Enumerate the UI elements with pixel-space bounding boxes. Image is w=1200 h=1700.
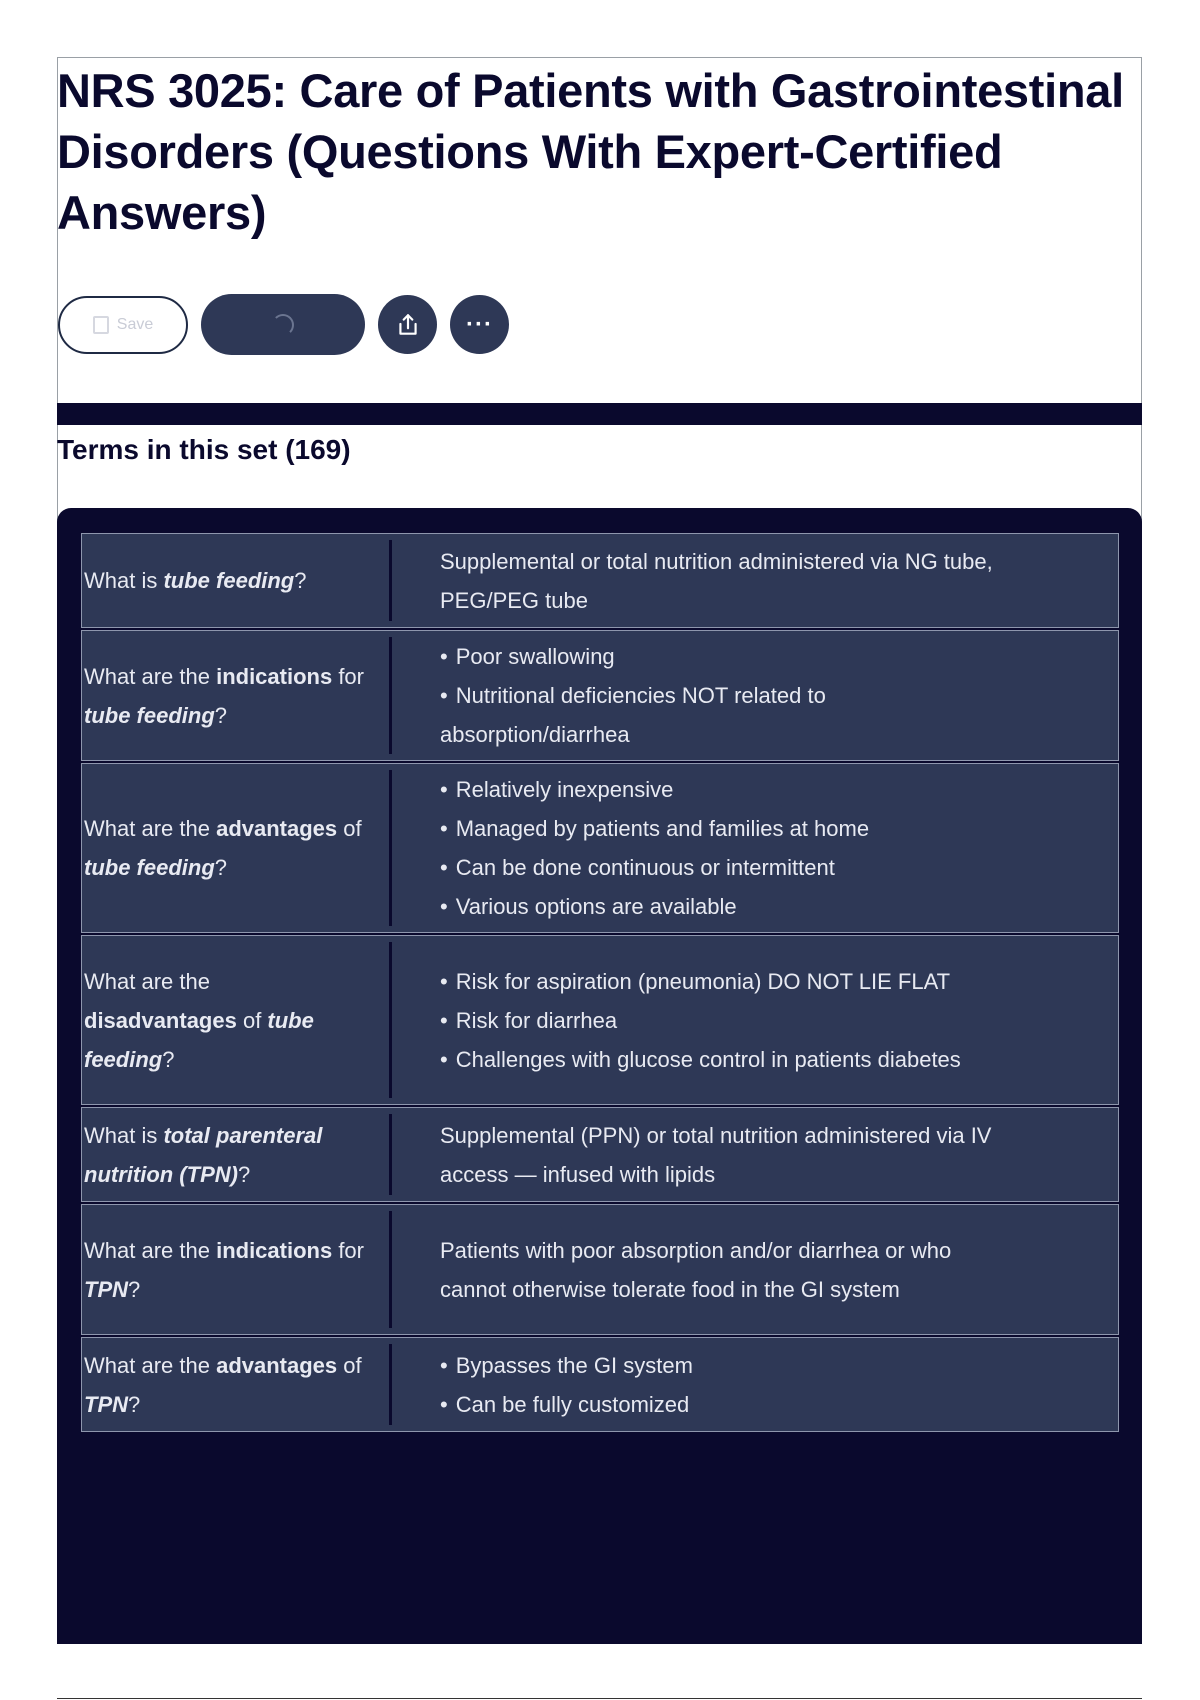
more-options-button[interactable] bbox=[450, 295, 509, 354]
card-term bbox=[82, 1344, 392, 1425]
term-segment: What is bbox=[84, 1122, 164, 1148]
term-segment: What are the bbox=[84, 816, 217, 841]
more-icon: ··· bbox=[466, 310, 493, 338]
card-term bbox=[82, 1211, 392, 1328]
definition-bullet: • Various options are available bbox=[440, 887, 1008, 926]
terms-count-heading: Terms in this set (169) bbox=[57, 434, 351, 465]
term-segment: indications bbox=[216, 1237, 333, 1263]
card-term-text bbox=[84, 1116, 367, 1194]
term-segment: What is bbox=[84, 568, 164, 593]
terms-list bbox=[81, 533, 1119, 1432]
term-segment: of bbox=[337, 816, 362, 841]
definition-bullet: • Nutritional deficiencies NOT related to absorption/diarrhea bbox=[440, 676, 1008, 754]
card-definition bbox=[392, 764, 1118, 932]
term-segment: for bbox=[332, 1237, 364, 1263]
bottom-rule bbox=[57, 1698, 1142, 1699]
term-segment: ? bbox=[237, 1161, 251, 1187]
card-definition bbox=[392, 1108, 1118, 1201]
toolbar bbox=[58, 294, 509, 355]
card-term bbox=[82, 1114, 392, 1195]
loading-spinner-icon bbox=[272, 314, 294, 336]
definition-bullet: • Managed by patients and families at home bbox=[440, 809, 1008, 848]
card-term bbox=[82, 942, 392, 1098]
term-card[interactable] bbox=[81, 533, 1119, 628]
card-term-text bbox=[84, 561, 307, 600]
term-segment: ? bbox=[214, 702, 228, 728]
definition-bullet: • Challenges with glucose control in patients diabetes bbox=[440, 1040, 1008, 1079]
term-segment: disadvantages bbox=[84, 1007, 237, 1033]
section-divider bbox=[57, 403, 1142, 425]
term-segment: advantages bbox=[216, 1352, 338, 1378]
card-definition bbox=[392, 1338, 1118, 1431]
card-term bbox=[82, 770, 392, 926]
term-segment: advantages bbox=[216, 816, 338, 841]
term-segment: What are the bbox=[84, 1237, 217, 1263]
definition-bullet: • Poor swallowing bbox=[440, 637, 1008, 676]
definition-bullet: • Can be fully customized bbox=[440, 1385, 1008, 1424]
term-segment: ? bbox=[214, 855, 228, 880]
card-definition bbox=[392, 1205, 1118, 1334]
definition-bullet: • Risk for aspiration (pneumonia) DO NOT LIE FLAT bbox=[440, 962, 1008, 1001]
term-segment: tube feeding bbox=[163, 568, 295, 593]
term-card[interactable] bbox=[81, 1204, 1119, 1335]
definition-text: Supplemental (PPN) or total nutrition administered via IV access — infused with lipids bbox=[440, 1122, 992, 1187]
save-button[interactable] bbox=[58, 296, 188, 354]
term-segment: What are the bbox=[84, 1352, 217, 1378]
term-card[interactable] bbox=[81, 1107, 1119, 1202]
term-segment: ? bbox=[162, 1046, 175, 1072]
card-term bbox=[82, 540, 392, 621]
card-definition bbox=[392, 534, 1118, 627]
term-card[interactable] bbox=[81, 1337, 1119, 1432]
share-icon bbox=[395, 312, 421, 338]
term-card[interactable] bbox=[81, 763, 1119, 933]
term-segment: for bbox=[332, 663, 364, 689]
term-segment: indications bbox=[216, 663, 333, 689]
term-segment: ? bbox=[128, 1276, 141, 1302]
card-term-text bbox=[84, 962, 367, 1079]
term-segment: ? bbox=[294, 568, 307, 593]
card-term-text bbox=[84, 1346, 367, 1424]
term-segment: tube feeding bbox=[84, 855, 215, 880]
term-card[interactable] bbox=[81, 630, 1119, 761]
term-segment: tube feeding bbox=[84, 702, 215, 728]
definition-bullet: • Risk for diarrhea bbox=[440, 1001, 1008, 1040]
term-segment: TPN bbox=[84, 1276, 128, 1302]
definition-bullet: • Bypasses the GI system bbox=[440, 1346, 1008, 1385]
card-definition bbox=[392, 631, 1118, 760]
definition-bullet: • Can be done continuous or intermittent bbox=[440, 848, 1008, 887]
term-card[interactable] bbox=[81, 935, 1119, 1105]
card-term-text bbox=[84, 1231, 367, 1309]
card-term-text bbox=[84, 809, 367, 887]
term-segment: ? bbox=[128, 1391, 141, 1417]
definition-bullet: • Relatively inexpensive bbox=[440, 770, 1008, 809]
card-term-text bbox=[84, 657, 367, 735]
term-segment: of bbox=[337, 1352, 362, 1378]
term-segment: of bbox=[236, 1007, 268, 1033]
definition-text: Patients with poor absorption and/or diarrhea or who cannot otherwise tolerate food in the GI system bbox=[440, 1237, 952, 1302]
bookmark-icon bbox=[93, 316, 109, 334]
definition-text: Supplemental or total nutrition administered via NG tube, PEG/PEG tube bbox=[440, 548, 993, 613]
term-segment: tube feeding bbox=[84, 1007, 314, 1072]
card-definition bbox=[392, 936, 1118, 1104]
term-segment: TPN bbox=[84, 1391, 128, 1417]
study-button[interactable] bbox=[201, 294, 365, 355]
term-segment: total parenteral nutrition (TPN) bbox=[84, 1122, 323, 1187]
save-label: Save bbox=[116, 315, 154, 333]
term-segment: What are the bbox=[84, 663, 217, 689]
page-title: NRS 3025: Care of Patients with Gastrointestinal Disorders (Questions With Expert-Certified Answers) bbox=[57, 64, 1124, 239]
card-term bbox=[82, 637, 392, 754]
share-button[interactable] bbox=[378, 295, 437, 354]
term-segment: What are the bbox=[84, 968, 210, 994]
